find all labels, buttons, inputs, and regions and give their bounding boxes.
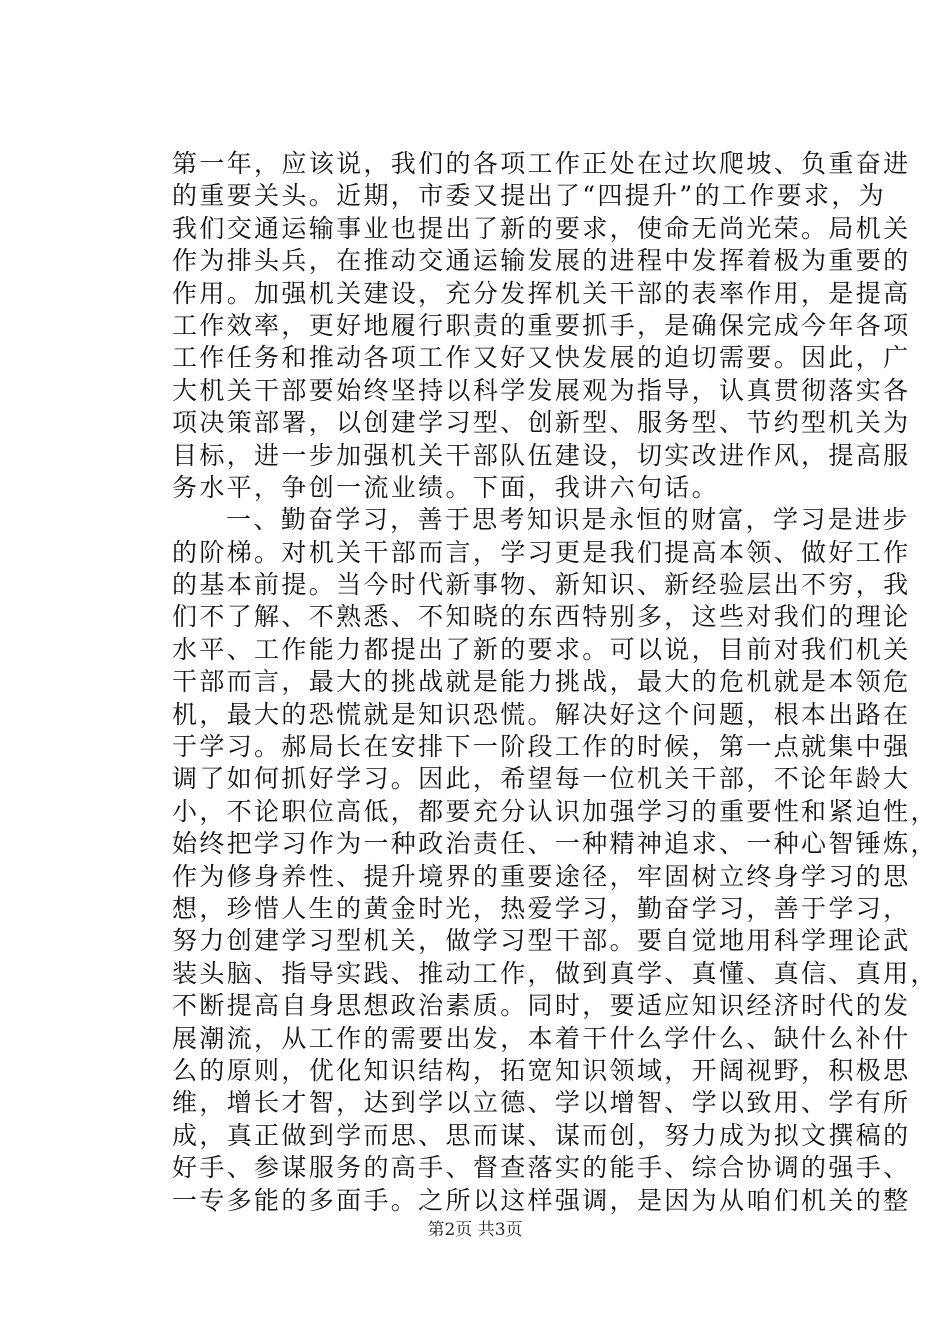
paragraph-2-line: 想，珍惜人生的黄金时光，热爱学习，勤奋学习，善于学习， bbox=[172, 893, 911, 923]
paragraph-2-line: 作为修身养性、提升境界的重要途径，牢固树立终身学习的思 bbox=[172, 861, 911, 891]
paragraph-1-line: 我们交通运输事业也提出了新的要求，使命无尚光荣。局机关 bbox=[172, 213, 911, 243]
page-footer: 第2页 共3页 bbox=[427, 1220, 523, 1240]
paragraph-2-line: 干部而言，最大的挑战就是能力挑战，最大的危机就是本领危 bbox=[172, 667, 911, 697]
paragraph-2-line: 一专多能的多面手。之所以这样强调，是因为从咱们机关的整 bbox=[172, 1185, 911, 1215]
paragraph-2-line: 始终把学习作为一种政治责任、一种精神追求、一种心智锤炼， bbox=[172, 829, 938, 859]
paragraph-1-line: 务水平，争创一流业绩。下面，我讲六句话。 bbox=[172, 472, 720, 502]
paragraph-1-line: 的重要关头。近期，市委又提出了“四提升”的工作要求，为 bbox=[172, 181, 887, 211]
paragraph-1-line: 项决策部署，以创建学习型、创新型、服务型、节约型机关为 bbox=[172, 408, 911, 438]
paragraph-1-line: 目标，进一步加强机关干部队伍建设，切实改进作风，提高服 bbox=[172, 440, 911, 470]
paragraph-2-line: 好手、参谋服务的高手、督查落实的能手、综合协调的强手、 bbox=[172, 1153, 911, 1183]
paragraph-2-line: 装头脑、指导实践、推动工作，做到真学、真懂、真信、真用， bbox=[172, 958, 938, 988]
paragraph-2-line: 成，真正做到学而思、思而谋、谋而创，努力成为拟文撰稿的 bbox=[172, 1120, 911, 1150]
paragraph-2-line: 调了如何抓好学习。因此，希望每一位机关干部，不论年龄大 bbox=[172, 764, 911, 794]
paragraph-2-line: 的基本前提。当今时代新事物、新知识、新经验层出不穷，我 bbox=[172, 570, 911, 600]
paragraph-2-line: 小，不论职位高低，都要充分认识加强学习的重要性和紧迫性， bbox=[172, 796, 938, 826]
paragraph-2-line: 展潮流，从工作的需要出发，本着干什么学什么、缺什么补什 bbox=[172, 1023, 911, 1053]
paragraph-2-line: 维，增长才智，达到学以立德、学以增智、学以致用、学有所 bbox=[172, 1088, 911, 1118]
paragraph-1-line: 大机关干部要始终坚持以科学发展观为指导，认真贯彻落实各 bbox=[172, 375, 911, 405]
paragraph-2-line: 的阶梯。对机关干部而言，学习更是我们提高本领、做好工作 bbox=[172, 537, 911, 567]
paragraph-2-line: 努力创建学习型机关，做学习型干部。要自觉地用科学理论武 bbox=[172, 926, 911, 956]
paragraph-1-line: 作用。加强机关建设，充分发挥机关干部的表率作用，是提高 bbox=[172, 278, 911, 308]
paragraph-2-line: 一、勤奋学习，善于思考知识是永恒的财富，学习是进步 bbox=[226, 505, 910, 535]
paragraph-1-line: 作为排头兵，在推动交通运输发展的进程中发挥着极为重要的 bbox=[172, 246, 911, 276]
paragraph-2-line: 机，最大的恐慌就是知识恐慌。解决好这个问题，根本出路在 bbox=[172, 699, 911, 729]
paragraph-2-line: 不断提高自身思想政治素质。同时，要适应知识经济时代的发 bbox=[172, 991, 911, 1021]
paragraph-1-line: 工作效率，更好地履行职责的重要抓手，是确保完成今年各项 bbox=[172, 310, 911, 340]
document-body bbox=[172, 148, 938, 1217]
paragraph-2-line: 么的原则，优化知识结构，拓宽知识领域，开阔视野，积极思 bbox=[172, 1055, 911, 1085]
paragraph-2-line: 水平、工作能力都提出了新的要求。可以说，目前对我们机关 bbox=[172, 634, 911, 664]
paragraph-1-line: 第一年，应该说，我们的各项工作正处在过坎爬坡、负重奋进 bbox=[172, 149, 911, 178]
paragraph-2-line: 于学习。郝局长在安排下一阶段工作的时候，第一点就集中强 bbox=[172, 732, 911, 762]
paragraph-1-line: 工作任务和推动各项工作又好又快发展的迫切需要。因此，广 bbox=[172, 343, 911, 373]
paragraph-2-line: 们不了解、不熟悉、不知晓的东西特别多，这些对我们的理论 bbox=[172, 602, 911, 632]
